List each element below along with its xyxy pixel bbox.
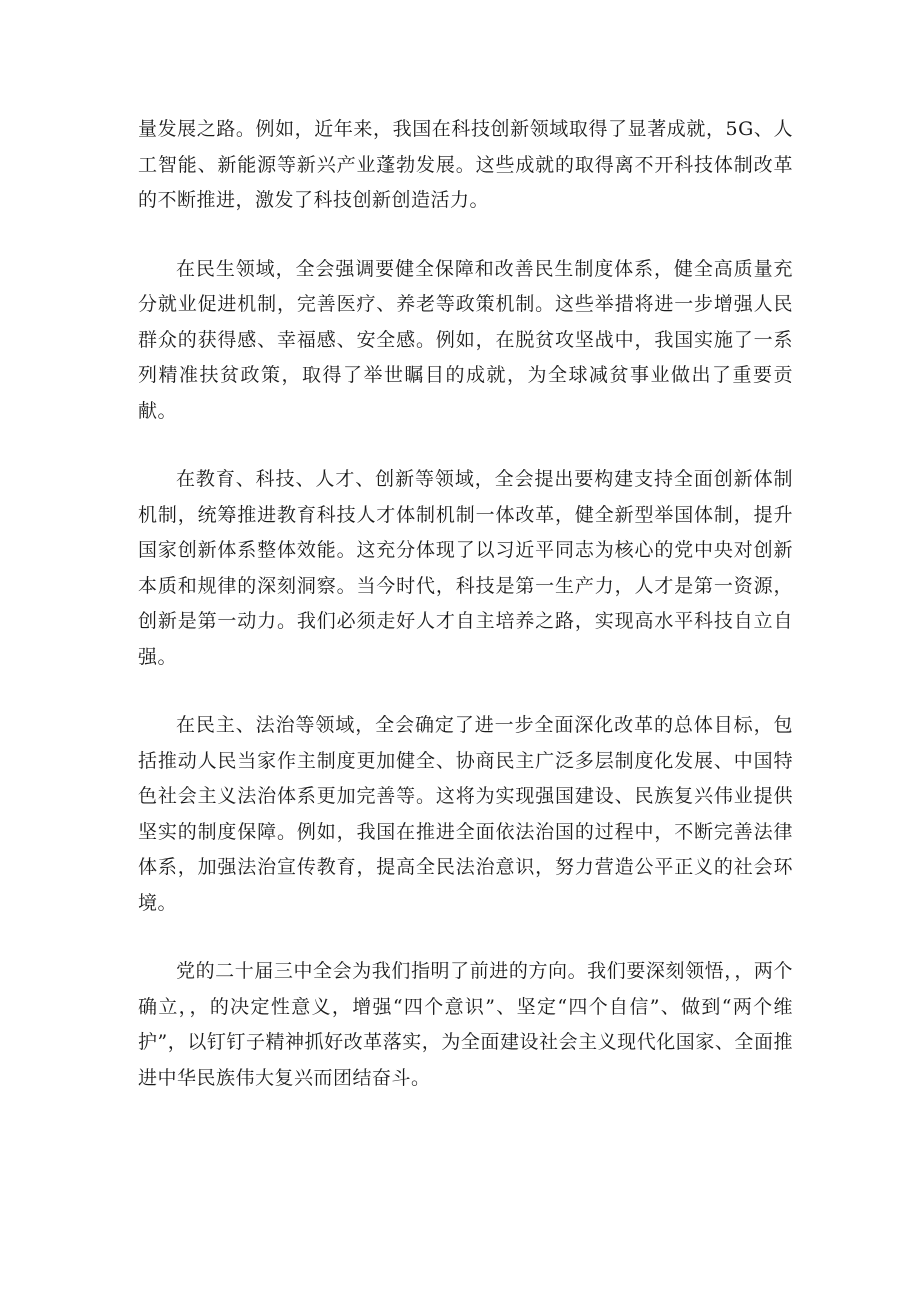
paragraph-democracy-rule-of-law: 在民主、法治等领域，全会确定了进一步全面深化改革的总体目标，包括推动人民当家作主制度更加健全、协商民主广泛多层制度化发展、中国特色社会主义法治体系更加完善等。这将为实现强国建设、民族复兴伟业提供坚实的制度保障。例如，我国在推进全面依法治国的过程中，不断完善法律体系，加强法治宣传教育，提高全民法治意识，努力营造公平正义的社会环境。 (138, 714, 793, 914)
paragraph-conclusion: 党的二十届三中全会为我们指明了前进的方向。我们要深刻领悟，，两个确立，，的决定性意义，增强“四个意识”、坚定“四个自信”、做到“两个维护”，以钉钉子精神抓好改革落实，为全面建设社会主义现代化国家、全面推进中华民族伟大复兴而团结奋斗。 (138, 960, 793, 1089)
paragraph-tech-achievements: 量发展之路。例如，近年来，我国在科技创新领域取得了显著成就，5G、人工智能、新能源等新兴产业蓬勃发展。这些成就的取得离不开科技体制改革的不断推进，激发了科技创新创造活力。 (138, 118, 793, 211)
paragraph-livelihood: 在民生领域，全会强调要健全保障和改善民生制度体系，健全高质量充分就业促进机制，完善医疗、养老等政策机制。这些举措将进一步增强人民群众的获得感、幸福感、安全感。例如，在脱贫攻坚战中，我国实施了一系列精准扶贫政策，取得了举世瞩目的成就，为全球减贫事业做出了重要贡献。 (138, 257, 793, 422)
document-body (138, 112, 793, 1129)
paragraph-education-innovation: 在教育、科技、人才、创新等领域，全会提出要构建支持全面创新体制机制，统筹推进教育科技人才体制机制一体改革，健全新型举国体制，提升国家创新体系整体效能。这充分体现了以习近平同志为核心的党中央对创新本质和规律的深刻洞察。当今时代，科技是第一生产力，人才是第一资源，创新是第一动力。我们必须走好人才自主培养之路，实现高水平科技自立自强。 (138, 468, 793, 668)
